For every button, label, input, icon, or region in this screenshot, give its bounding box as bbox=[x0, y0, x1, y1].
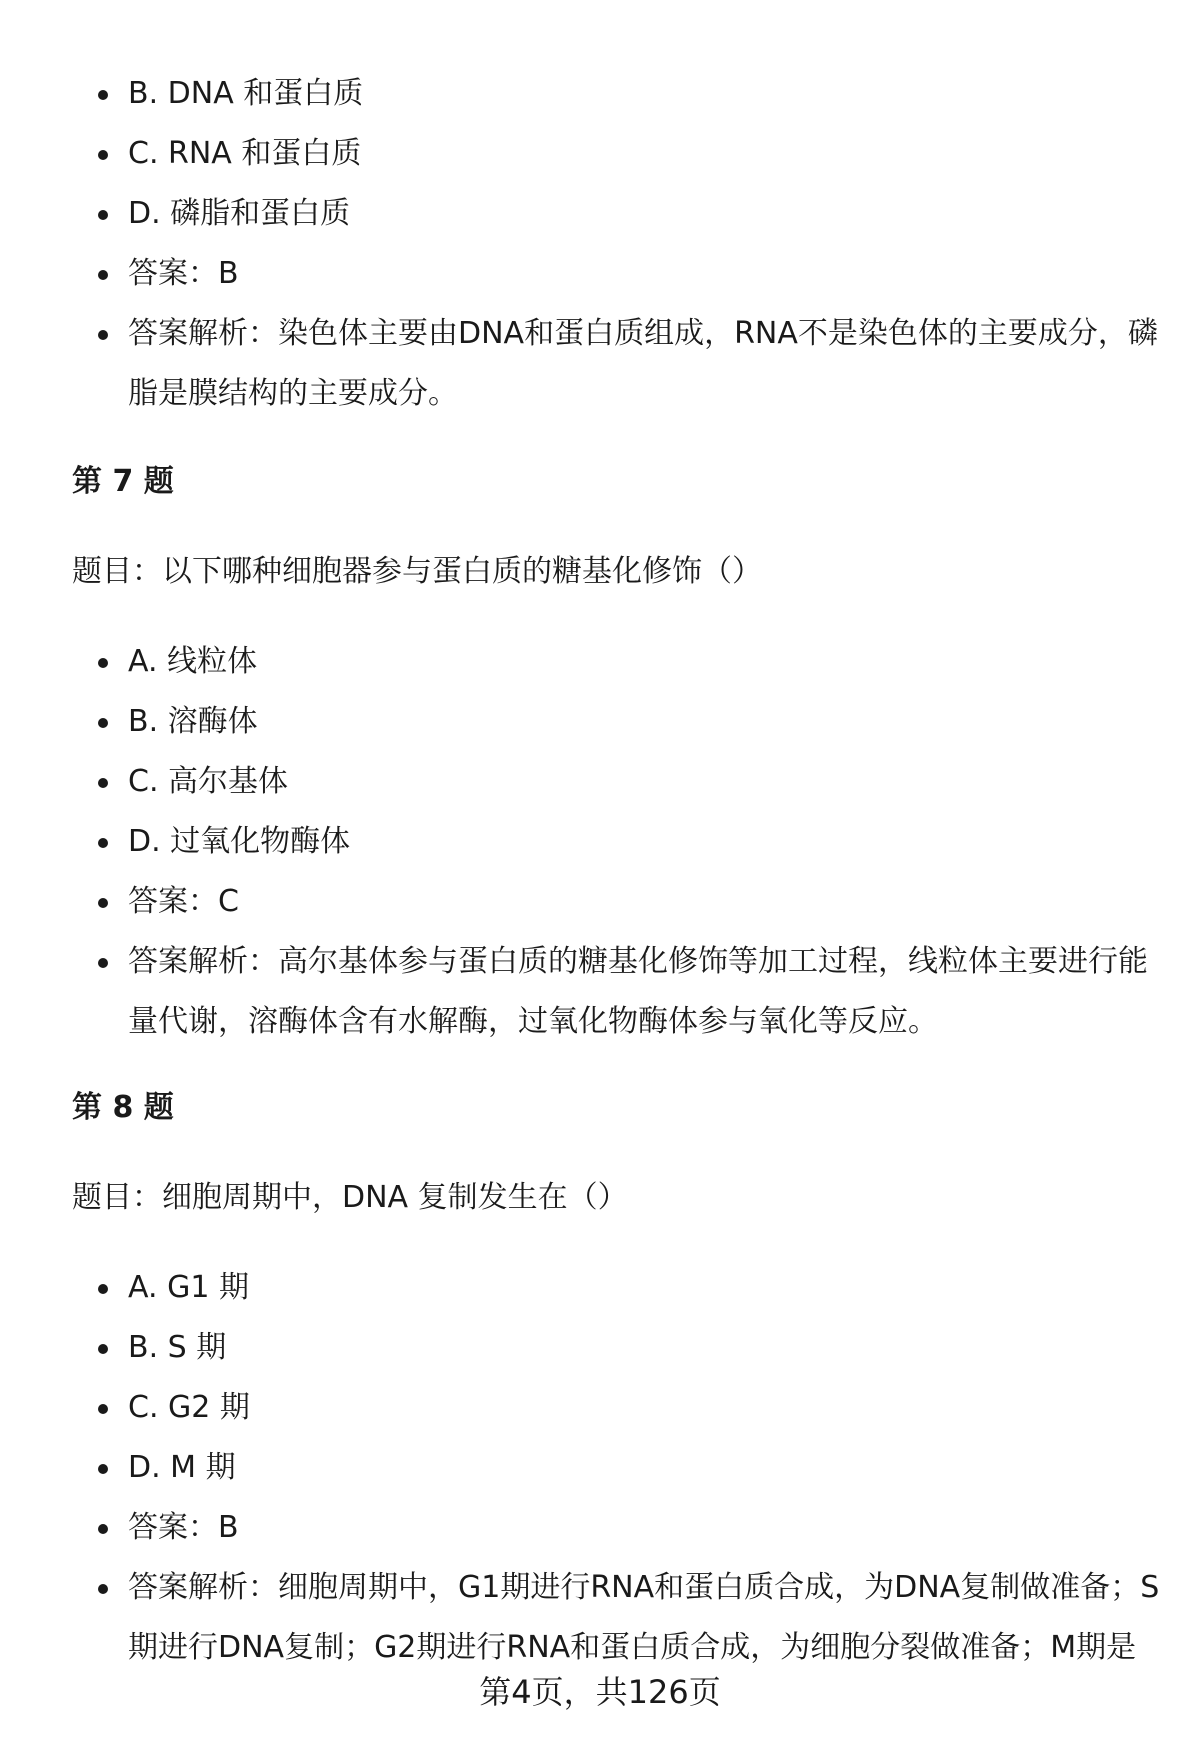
answer: 答案：B bbox=[0, 1498, 1200, 1558]
option-b: B. DNA 和蛋白质 bbox=[0, 64, 1200, 124]
page-number-footer: 第4页，共126页 bbox=[479, 1673, 721, 1711]
question-8-options-block bbox=[0, 1258, 1200, 1678]
option-list bbox=[0, 64, 1200, 424]
question-8-text: 题目：细胞周期中，DNA 复制发生在（） bbox=[72, 1180, 628, 1215]
question-7-text: 题目：以下哪种细胞器参与蛋白质的糖基化修饰（） bbox=[72, 554, 762, 589]
option-c: C. 高尔基体 bbox=[0, 752, 1200, 812]
option-a: A. 线粒体 bbox=[0, 632, 1200, 692]
question-7-heading: 第 7 题 bbox=[72, 464, 174, 499]
question-7-options-block bbox=[0, 632, 1200, 1052]
option-list bbox=[0, 1258, 1200, 1678]
question-8-heading: 第 8 题 bbox=[72, 1090, 174, 1125]
option-c: C. G2 期 bbox=[0, 1378, 1200, 1438]
option-c: C. RNA 和蛋白质 bbox=[0, 124, 1200, 184]
answer-explanation: 答案解析：染色体主要由DNA和蛋白质组成，RNA不是染色体的主要成分，磷脂是膜结构的主要成分。 bbox=[0, 304, 1200, 424]
question-6-options-block bbox=[0, 64, 1200, 424]
answer-explanation: 答案解析：细胞周期中，G1期进行RNA和蛋白质合成，为DNA复制做准备；S期进行DNA复制；G2期进行RNA和蛋白质合成，为细胞分裂做准备；M期是 bbox=[0, 1558, 1200, 1678]
option-b: B. 溶酶体 bbox=[0, 692, 1200, 752]
answer: 答案：B bbox=[0, 244, 1200, 304]
option-b: B. S 期 bbox=[0, 1318, 1200, 1378]
option-a: A. G1 期 bbox=[0, 1258, 1200, 1318]
option-d: D. M 期 bbox=[0, 1438, 1200, 1498]
answer: 答案：C bbox=[0, 872, 1200, 932]
option-d: D. 过氧化物酶体 bbox=[0, 812, 1200, 872]
option-d: D. 磷脂和蛋白质 bbox=[0, 184, 1200, 244]
answer-explanation: 答案解析：高尔基体参与蛋白质的糖基化修饰等加工过程，线粒体主要进行能量代谢，溶酶体含有水解酶，过氧化物酶体参与氧化等反应。 bbox=[0, 932, 1200, 1052]
option-list bbox=[0, 632, 1200, 1052]
